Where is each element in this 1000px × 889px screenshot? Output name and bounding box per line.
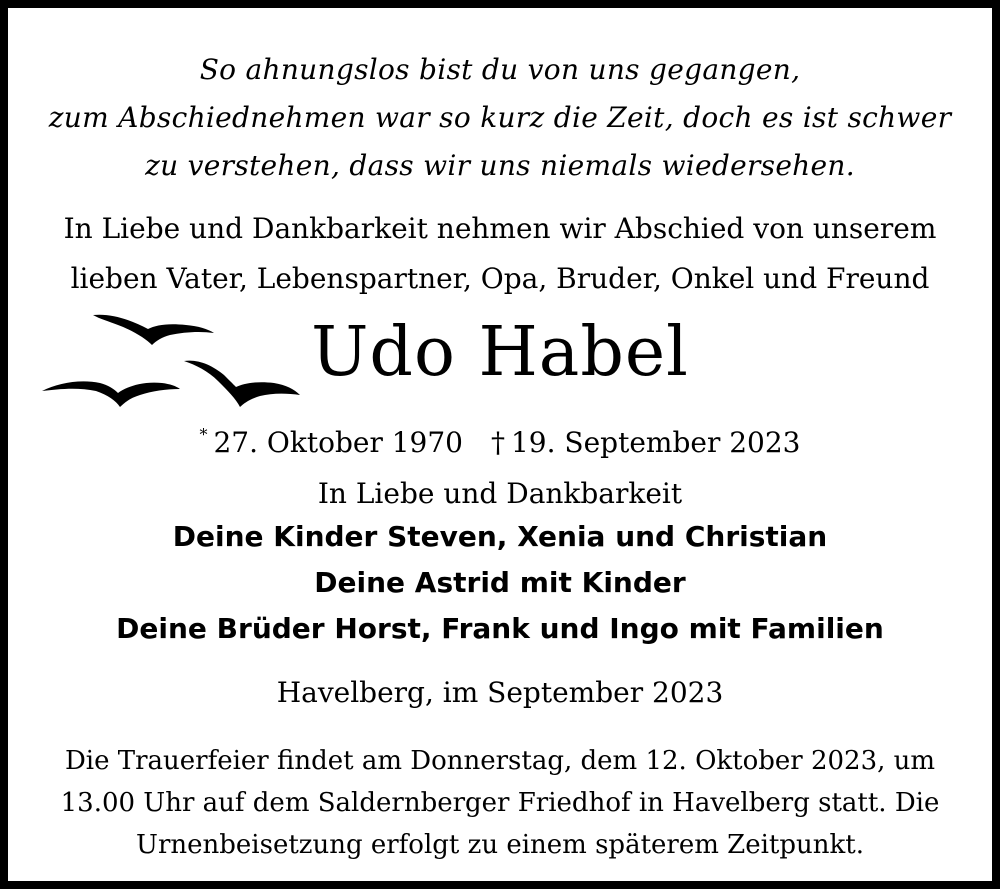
bird-lower-left [42,381,180,407]
service-line: Die Trauerfeier findet am Donnerstag, dem 12. Oktober 2023, um [64,746,936,776]
birth-date: 27. Oktober 1970 [213,426,463,459]
service-line: Urnenbeisetzung erfolgt zu einem späterem Zeitpunkt. [136,830,864,860]
service-line: 13.00 Uhr auf dem Saldernberger Friedhof in Havelberg statt. Die [60,788,940,818]
mourner-line: Deine Astrid mit Kinder [314,566,686,599]
death-date: 19. September 2023 [510,426,801,459]
intro-line: In Liebe und Dankbarkeit nehmen wir Abschied von unserem [63,212,937,245]
service-details [28,740,972,866]
poem-line: zu verstehen, dass wir uns niemals wiedersehen. [145,149,855,182]
poem [28,46,972,190]
deceased-name: Udo Habel [311,313,689,392]
life-dates [28,412,972,466]
place-date: Havelberg, im September 2023 [276,676,724,709]
poem-line: zum Abschiednehmen war so kurz die Zeit, doch es ist schwer [48,101,952,134]
cross-icon: † [490,426,505,459]
thanks-line: In Liebe und Dankbarkeit [317,477,683,510]
mourner-line: Deine Brüder Horst, Frank und Ingo mit Familien [116,612,884,645]
poem-line: So ahnungslos bist du von uns gegangen, [199,53,801,86]
birth-mark: * [199,425,208,444]
intro-line: lieben Vater, Lebenspartner, Opa, Bruder, Onkel und Freund [70,262,930,295]
mourner-line: Deine Kinder Steven, Xenia und Christian [172,520,828,553]
mourners-list [28,514,972,652]
farewell-intro [28,204,972,304]
bird-upper [93,315,214,345]
